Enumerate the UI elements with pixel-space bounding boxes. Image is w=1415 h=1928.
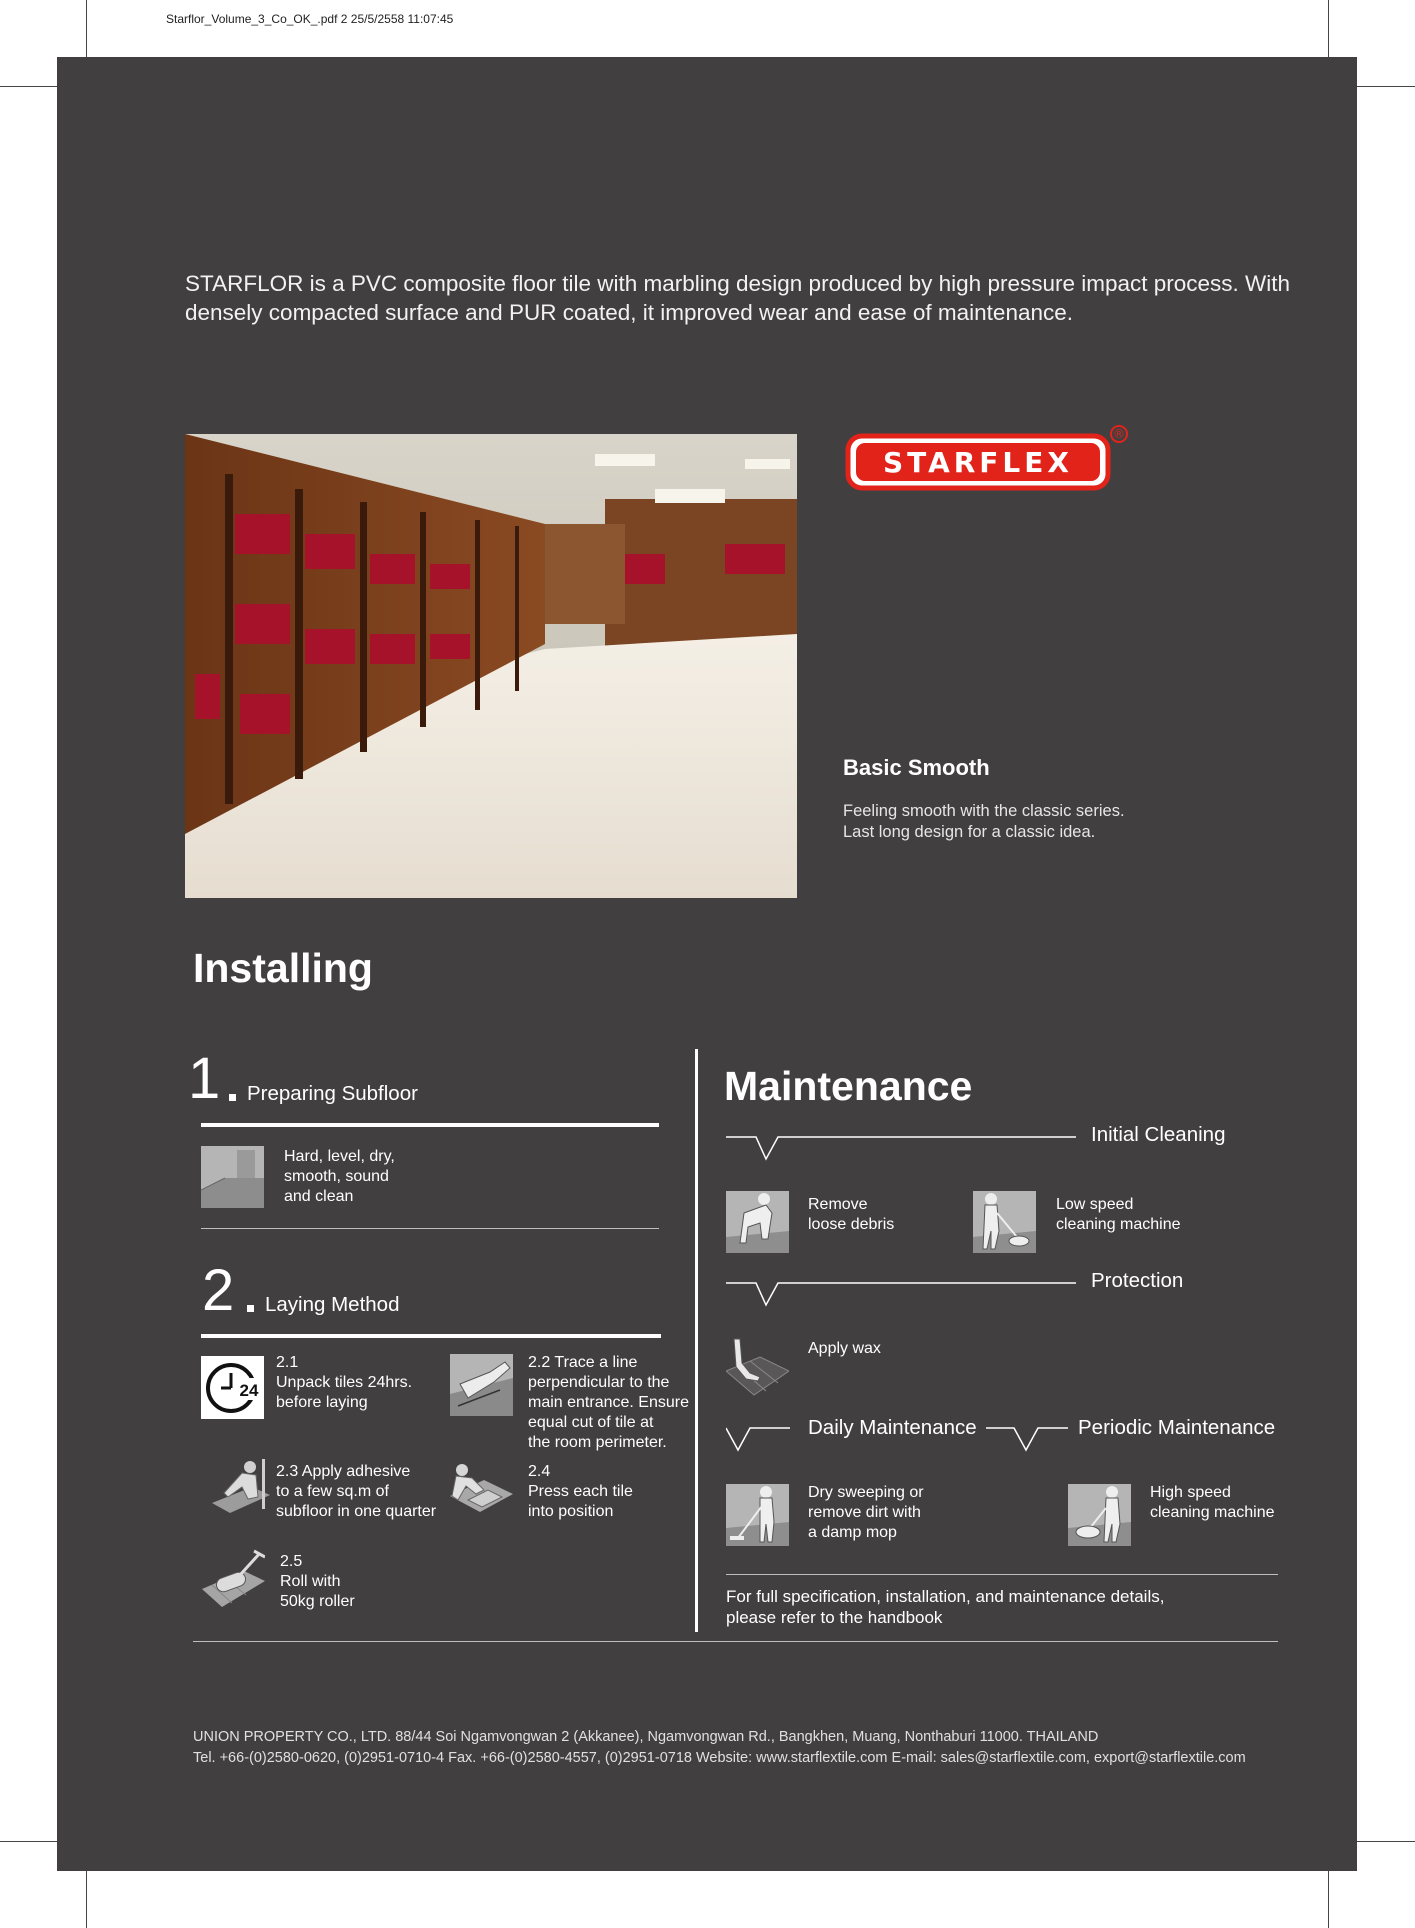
step-2-1-text — [276, 1353, 412, 1413]
damp-mop-text — [808, 1483, 924, 1543]
product-title: Basic Smooth — [843, 755, 990, 780]
installing-heading: Installing — [193, 945, 373, 991]
text-line: before laying — [276, 1394, 368, 1411]
roller-icon — [202, 1549, 265, 1614]
text-line: 2.3 Apply adhesive — [276, 1463, 411, 1480]
text-line: Press each tile — [528, 1483, 633, 1500]
low-speed-machine-text — [1056, 1195, 1181, 1235]
text-line: Unpack tiles 24hrs. — [276, 1374, 413, 1391]
text-line: 50kg roller — [280, 1593, 355, 1610]
crop-mark — [1357, 1841, 1415, 1842]
text-line: smooth, sound — [284, 1168, 389, 1185]
text-line: to a few sq.m of — [276, 1483, 389, 1500]
step2-number: 2 — [202, 1258, 235, 1323]
apply-adhesive-icon — [212, 1457, 270, 1522]
clock-24-icon — [201, 1356, 264, 1424]
step1-item-text — [284, 1147, 395, 1207]
library-photo — [185, 434, 797, 898]
logo-text: STARFLEX — [882, 446, 1074, 479]
text-line: cleaning machine — [1150, 1504, 1275, 1521]
crop-mark — [0, 86, 57, 87]
starflex-logo — [842, 422, 1132, 507]
text-line: 2.5 — [280, 1553, 303, 1570]
text-line: Dry sweeping or — [808, 1484, 924, 1501]
step1-title: Preparing Subfloor — [247, 1082, 418, 1105]
text-line: a damp mop — [808, 1524, 897, 1541]
section-line-periodic — [986, 1426, 1078, 1461]
handbook-note — [726, 1586, 1164, 1628]
crop-mark — [1328, 1871, 1329, 1928]
step-2-5-text — [280, 1552, 355, 1612]
high-speed-machine-text — [1150, 1483, 1275, 1523]
daily-maintenance-title: Daily Maintenance — [808, 1416, 977, 1439]
apply-wax-text: Apply wax — [808, 1340, 881, 1357]
step2-rule — [201, 1334, 661, 1338]
trace-line-icon — [450, 1354, 513, 1421]
section-line-initial — [726, 1135, 1076, 1170]
section-line-daily — [726, 1426, 796, 1461]
text-line: 2.2 Trace a line — [528, 1354, 638, 1371]
brochure-panel — [57, 57, 1357, 1871]
text-line: Hard, level, dry, — [284, 1148, 395, 1165]
product-desc-line: Last long design for a classic idea. — [843, 823, 1096, 841]
text-line: and clean — [284, 1188, 354, 1205]
crop-mark — [86, 1871, 87, 1928]
high-speed-machine-icon — [1068, 1484, 1131, 1551]
maintenance-divider — [726, 1574, 1278, 1575]
step1-divider — [201, 1228, 659, 1229]
maintenance-heading: Maintenance — [724, 1063, 973, 1109]
text-line: 2.1 — [276, 1354, 299, 1371]
pdf-meta: Starflor_Volume_3_Co_OK_.pdf 2 25/5/2558 11:07:45 — [166, 12, 454, 26]
step-2-2-text — [528, 1353, 689, 1453]
clock-24-text: 24 — [239, 1381, 259, 1400]
crop-mark — [0, 1841, 57, 1842]
text-line: Roll with — [280, 1573, 341, 1590]
damp-mop-icon — [726, 1484, 789, 1551]
logo-registered: ® — [1113, 427, 1125, 441]
text-line: Low speed — [1056, 1196, 1134, 1213]
low-speed-machine-icon — [973, 1191, 1036, 1258]
text-line: equal cut of tile at — [528, 1414, 654, 1431]
text-line: main entrance. Ensure — [528, 1394, 689, 1411]
crop-mark — [1328, 0, 1329, 57]
product-desc-line: Feeling smooth with the classic series. — [843, 802, 1125, 820]
initial-cleaning-title: Initial Cleaning — [1091, 1123, 1226, 1146]
remove-debris-icon — [726, 1191, 789, 1258]
crop-mark — [86, 0, 87, 57]
periodic-maintenance-title: Periodic Maintenance — [1078, 1416, 1276, 1439]
step2-title: Laying Method — [265, 1293, 400, 1316]
company-footer — [193, 1727, 1246, 1769]
subfloor-icon — [201, 1146, 264, 1213]
product-description — [843, 801, 1125, 843]
press-tile-icon — [450, 1460, 513, 1523]
text-line: subfloor in one quarter — [276, 1503, 437, 1520]
text-line: perpendicular to the — [528, 1374, 670, 1391]
intro-text: STARFLOR is a PVC composite floor tile with marbling design produced by high pressure impact process. With densely compacted surface and PUR coated, it improved wear and ease of maintenance. — [185, 271, 1291, 325]
footer-contact: Tel. +66-(0)2580-0620, (0)2951-0710-4 Fax. +66-(0)2580-4557, (0)2951-0718 Website: www.starflextile.com E-mail: sales@starflextile.com, export@starflextile.com — [193, 1750, 1246, 1766]
text-line: the room perimeter. — [528, 1434, 667, 1451]
protection-title: Protection — [1091, 1269, 1184, 1292]
text-line: 2.4 — [528, 1463, 551, 1480]
step2-dot — [247, 1305, 254, 1312]
text-line: Remove — [808, 1196, 868, 1213]
step-2-3-text — [276, 1462, 436, 1522]
column-divider — [695, 1049, 698, 1632]
text-line: remove dirt with — [808, 1504, 921, 1521]
text-line: For full specification, installation, and maintenance details, — [726, 1587, 1165, 1606]
step1-rule — [201, 1123, 659, 1127]
step1-number: 1 — [188, 1046, 221, 1111]
step1-dot — [229, 1094, 236, 1101]
apply-wax-icon — [726, 1337, 789, 1404]
text-line: into position — [528, 1503, 614, 1520]
remove-debris-text — [808, 1195, 894, 1235]
text-line: High speed — [1150, 1484, 1231, 1501]
crop-mark — [1357, 86, 1415, 87]
text-line: cleaning machine — [1056, 1216, 1181, 1233]
footer-address: UNION PROPERTY CO., LTD. 88/44 Soi Ngamvongwan 2 (Akkanee), Ngamvongwan Rd., Bangkhen, Muang, Nonthaburi 11000. THAILAND — [193, 1729, 1099, 1745]
bottom-divider — [193, 1641, 1278, 1642]
text-line: please refer to the handbook — [726, 1608, 943, 1627]
section-line-protection — [726, 1281, 1076, 1316]
step-2-4-text — [528, 1462, 633, 1522]
text-line: loose debris — [808, 1216, 895, 1233]
